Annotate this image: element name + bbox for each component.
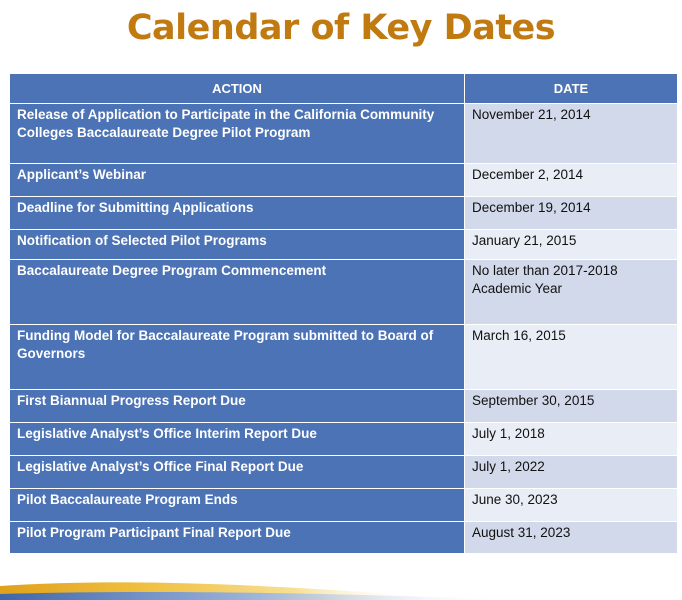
table-row bbox=[10, 489, 678, 522]
table-row bbox=[10, 260, 678, 325]
decorative-swoosh bbox=[0, 576, 682, 600]
action-cell: Notification of Selected Pilot Programs bbox=[10, 230, 465, 260]
action-cell: First Biannual Progress Report Due bbox=[10, 390, 465, 423]
date-cell: September 30, 2015 bbox=[465, 390, 678, 423]
date-cell: December 19, 2014 bbox=[465, 197, 678, 230]
date-cell: July 1, 2018 bbox=[465, 423, 678, 456]
date-cell: July 1, 2022 bbox=[465, 456, 678, 489]
key-dates-table-container bbox=[9, 73, 677, 554]
action-cell: Legislative Analyst’s Office Final Report Due bbox=[10, 456, 465, 489]
date-cell: No later than 2017-2018 Academic Year bbox=[465, 260, 678, 325]
table-row bbox=[10, 522, 678, 554]
action-column-header: ACTION bbox=[10, 74, 465, 104]
table-row bbox=[10, 197, 678, 230]
date-column-header: DATE bbox=[465, 74, 678, 104]
key-dates-table bbox=[9, 73, 678, 554]
date-cell: August 31, 2023 bbox=[465, 522, 678, 554]
date-cell: June 30, 2023 bbox=[465, 489, 678, 522]
table-row bbox=[10, 423, 678, 456]
table-row bbox=[10, 325, 678, 390]
table-row bbox=[10, 456, 678, 489]
date-cell: December 2, 2014 bbox=[465, 164, 678, 197]
page-title: Calendar of Key Dates bbox=[126, 8, 556, 48]
action-cell: Deadline for Submitting Applications bbox=[10, 197, 465, 230]
action-cell: Pilot Baccalaureate Program Ends bbox=[10, 489, 465, 522]
date-cell: January 21, 2015 bbox=[465, 230, 678, 260]
table-row bbox=[10, 230, 678, 260]
date-cell: March 16, 2015 bbox=[465, 325, 678, 390]
date-cell: November 21, 2014 bbox=[465, 104, 678, 164]
table-row bbox=[10, 390, 678, 423]
table-row bbox=[10, 164, 678, 197]
action-cell: Baccalaureate Degree Program Commencement bbox=[10, 260, 465, 325]
action-cell: Legislative Analyst’s Office Interim Report Due bbox=[10, 423, 465, 456]
action-cell: Applicant’s Webinar bbox=[10, 164, 465, 197]
table-header-row bbox=[10, 74, 678, 104]
table-row bbox=[10, 104, 678, 164]
action-cell: Funding Model for Baccalaureate Program submitted to Board of Governors bbox=[10, 325, 465, 390]
action-cell: Release of Application to Participate in the California Community Colleges Baccalaureate Degree Pilot Program bbox=[10, 104, 465, 164]
action-cell: Pilot Program Participant Final Report Due bbox=[10, 522, 465, 554]
